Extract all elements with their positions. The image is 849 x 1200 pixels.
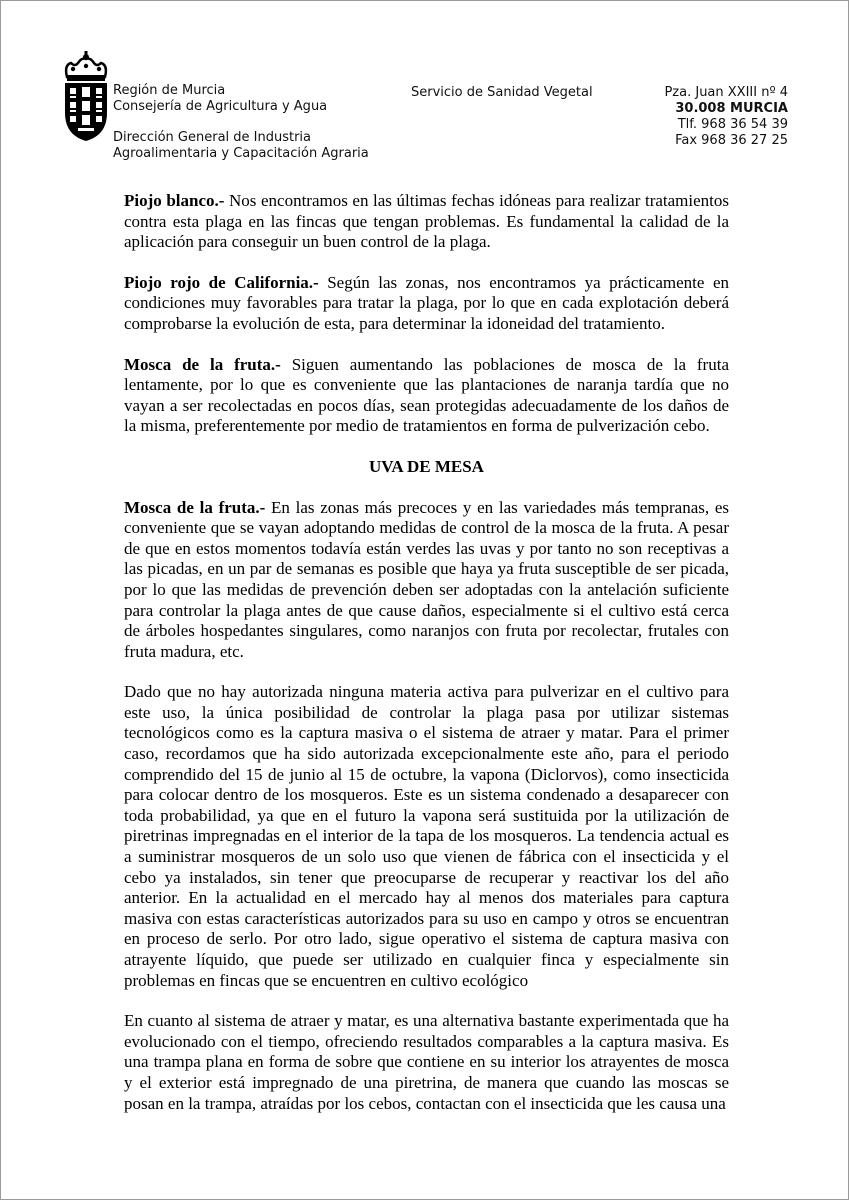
street-address: Pza. Juan XXIII nº 4 (664, 85, 788, 100)
paragraph-uva-autorizacion: Dado que no hay autorizada ninguna materia activa para pulverizar en el cultivo para este uso, la única posibilidad de controlar la plaga pasa por utilizar sistemas tecnológicos como es la captura masiva o el sistema de atraer y matar. Para el primer caso, recordamos que ha sido autorizada excepcionalmente este año, para el periodo comprendido del 15 de junio al 15 de octubre, la vapona (Diclorvos), como insecticida para colocar dentro de los mosqueros. Este es un sistema condenado a desaparecer con toda probabilidad, ya que en el futuro la vapona será sustituida por la utilización de piretrinas impregnadas en el interior de la tapa de los mosqueros. La tendencia actual es a suministrar mosqueros de un solo uso que vienen de fábrica con el insecticida y el cebo ya instalados, sin tener que preocuparse de recuperar y reactivar los del año anterior. En la actualidad en el mercado hay al menos dos materiales para captura masiva con estas características autorizados para su uso en campo y otros se encuentran en proceso de serlo. Por otro lado, sigue operativo el sistema de captura masiva con atrayente líquido, que puede ser utilizado en cualquier finca y especialmente sin problemas en fincas que se encuentren en cultivo ecológico (124, 682, 729, 990)
document-body (124, 191, 729, 1134)
address-block (601, 85, 788, 149)
paragraph-piojo-rojo (124, 273, 729, 335)
postal-city: 30.008 MURCIA (675, 101, 788, 116)
region-coat-of-arms-logo (61, 51, 111, 143)
org-ministry: Consejería de Agricultura y Agua (113, 99, 328, 114)
directorate-block (113, 130, 369, 162)
paragraph-text: Según las zonas, nos encontramos ya prácticamente en condiciones muy favorables para tratar la plaga, por lo que en cada explotación deberá comprobarse la evolución de esta, para determinar la idoneidad del tratamiento. (124, 272, 730, 333)
paragraph-text: Siguen aumentando las poblaciones de mosca de la fruta lentamente, por lo que es conveniente que las plantaciones de naranja tardía que no vayan a ser recolectadas en pocos días, sean protegidas adecuadamente de los daños de la misma, preferentemente por medio de tratamientos en forma de pulverización cebo. (124, 354, 729, 436)
fax-number: Fax 968 36 27 25 (675, 133, 788, 148)
paragraph-piojo-blanco (124, 191, 729, 253)
phone-number: Tlf. 968 36 54 39 (677, 117, 788, 132)
section-title-uva-de-mesa: UVA DE MESA (369, 456, 484, 476)
paragraph-uva-atraer-matar: En cuanto al sistema de atraer y matar, es una alternativa bastante experimentada que ha evolucionado con el tiempo, ofreciendo resultados comparables a la captura masiva. Es una trampa plana en forma de sobre que contiene en su interior los atrayentes de mosca y el exterior está impregnado de una piretrina, de manera que cuando las moscas se posan en la trampa, atraídas por los cebos, contactan con el insecticida que les causa una (124, 1011, 729, 1113)
directorate-line-2: Agroalimentaria y Capacitación Agraria (113, 146, 369, 161)
service-name: Servicio de Sanidad Vegetal (411, 85, 593, 100)
organization-block (113, 83, 327, 115)
paragraph-mosca-citricos (124, 355, 729, 437)
paragraph-uva-mosca (124, 498, 729, 663)
paragraph-text: Nos encontramos en las últimas fechas idóneas para realizar tratamientos contra esta plaga en las fincas que tengan problemas. Es fundamental la calidad de la aplicación para conseguir un buen control de la plaga. (124, 191, 729, 252)
paragraph-title: Mosca de la fruta.- (124, 354, 281, 374)
paragraph-title: Piojo blanco.- (124, 191, 225, 210)
paragraph-title: Mosca de la fruta.- (124, 497, 266, 517)
paragraph-title: Piojo rojo de California.- (124, 272, 319, 292)
paragraph-text: En las zonas más precoces y en las variedades más tempranas, es conveniente que se vayan adoptando medidas de control de la mosca de la fruta. A pesar de que en estos momentos todavía están verdes las uvas y por tanto no son receptivas a las picadas, en un par de semanas es posible que haya ya fruta susceptible de ser picada, por lo que las medidas de prevención deben ser adoptadas con la antelación suficiente para controlar la plaga antes de que cause daños, especialmente si el cultivo está cerca de árboles hospedantes singulares, como naranjos con fruta por recolectar, frutales con fruta madura, etc. (124, 497, 729, 661)
org-region: Región de Murcia (113, 83, 226, 98)
directorate-line-1: Dirección General de Industria (113, 130, 312, 145)
